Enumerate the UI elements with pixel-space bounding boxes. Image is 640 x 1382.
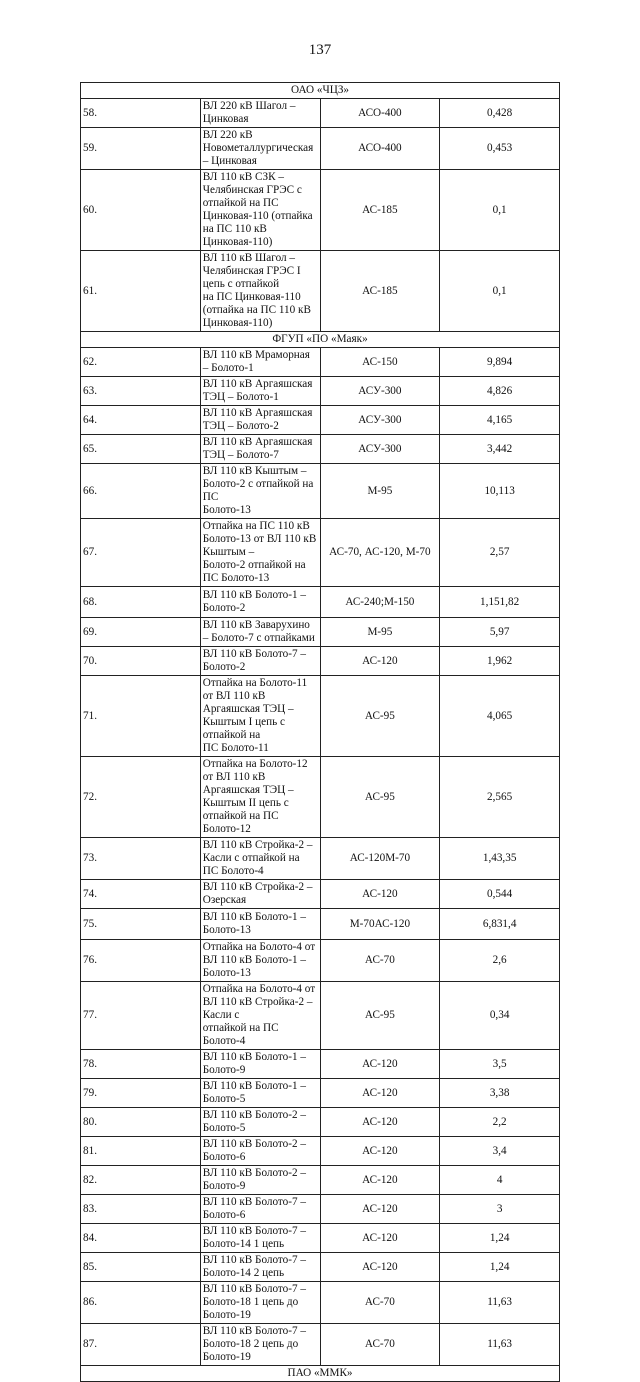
wire-type-text: М-150 [383, 595, 415, 608]
wire-type-text: М-95 [367, 625, 393, 638]
table-row [81, 676, 560, 757]
line-name-cell [200, 757, 320, 838]
wire-type-cell [320, 647, 440, 676]
line-name-text: ВЛ 110 кВ Аргаяшская ТЭЦ – Болото-1 [202, 378, 313, 403]
length-text: 6,83 [482, 917, 503, 930]
section-title: ПАО «ММК» [81, 1366, 560, 1382]
row-number: 59. [81, 128, 201, 170]
length-text: 3 [496, 1202, 503, 1215]
length-text: 3,35 [496, 852, 517, 864]
row-number: 58. [81, 99, 201, 128]
line-name-text: Кыштым I цепь с отпайкой на [202, 716, 285, 741]
table-row [81, 1195, 560, 1224]
wire-type-text: АСУ-300 [358, 384, 402, 397]
row-number: 80. [81, 1108, 201, 1137]
wire-type-cell [320, 464, 440, 519]
line-name-cell [200, 838, 320, 880]
line-name-cell [200, 1079, 320, 1108]
wire-type-cell [320, 99, 440, 128]
line-name-cell [200, 406, 320, 435]
wire-type-text: М-70 [385, 852, 411, 864]
length-cell [440, 128, 560, 170]
length-cell [440, 1108, 560, 1137]
length-cell [440, 519, 560, 587]
row-number: 63. [81, 377, 201, 406]
table-row [81, 251, 560, 332]
table-row [81, 406, 560, 435]
wire-type-text: АС-120 [362, 654, 398, 667]
table-body [81, 83, 560, 1382]
wire-type-cell [320, 1253, 440, 1282]
wire-type-text: АС-95 [364, 709, 395, 722]
length-cell [440, 1224, 560, 1253]
wire-type-text: АС-120 [374, 917, 411, 930]
table-row [81, 377, 560, 406]
length-text: 1,962 [487, 654, 513, 667]
wire-type-cell [320, 1324, 440, 1366]
line-name-text: ВЛ 110 кВ Болото-7 – Болото-2 [202, 648, 306, 673]
line-name-text: ВЛ 110 кВ Болото-1 – Болото-9 [202, 1051, 306, 1076]
wire-type-cell [320, 1195, 440, 1224]
wire-type-cell [320, 251, 440, 332]
length-text: 3,4 [492, 1144, 507, 1157]
line-name-text: ВЛ 110 кВ Аргаяшская ТЭЦ – Болото-7 [202, 436, 313, 461]
row-number: 70. [81, 647, 201, 676]
line-name-text: ВЛ 110 кВ Болото-1 – Болото-13 [202, 911, 306, 936]
wire-type-text: АС-120 [362, 1173, 398, 1186]
row-number: 60. [81, 170, 201, 251]
line-name-text: ВЛ 110 кВ Болото-7 – Болото-18 2 цепь до Болото-19 [202, 1325, 306, 1363]
table-row [81, 1166, 560, 1195]
length-text: 9,894 [487, 355, 513, 368]
length-text: 11,63 [487, 1296, 512, 1308]
length-text: 11,63 [487, 1338, 512, 1350]
line-name-cell [200, 377, 320, 406]
table-row [81, 435, 560, 464]
row-number: 76. [81, 940, 201, 982]
row-number: 82. [81, 1166, 201, 1195]
length-cell [440, 909, 560, 940]
line-name-cell [200, 128, 320, 170]
length-cell [440, 880, 560, 909]
wire-type-text: АС-120 [362, 1057, 398, 1070]
wire-type-cell [320, 880, 440, 909]
wire-type-cell [320, 909, 440, 940]
length-text: 3,442 [487, 442, 513, 455]
length-cell [440, 170, 560, 251]
section-header-row [81, 332, 560, 348]
wire-type-text: АС-120 [362, 1231, 398, 1244]
table-row [81, 647, 560, 676]
table-row [81, 940, 560, 982]
line-name-text: Болото-2 отпайкой на ПС Болото-13 [202, 559, 306, 584]
length-cell [440, 377, 560, 406]
wire-type-cell [320, 1282, 440, 1324]
length-cell [440, 348, 560, 377]
length-cell [440, 1324, 560, 1366]
wire-type-text: АС-120 [362, 887, 398, 900]
length-text: 4,826 [487, 384, 513, 397]
page-number: 137 [308, 42, 332, 58]
length-text: 0,453 [487, 142, 513, 154]
line-name-text: ВЛ 110 кВ Болото-7 – Болото-14 1 цепь [202, 1225, 306, 1250]
line-name-cell [200, 348, 320, 377]
line-name-text: на ПС Цинковая-110 (отпайка на ПС 110 кВ Цинковая-110) [202, 291, 311, 329]
line-name-text: ВЛ 110 кВ Болото-2 – Болото-9 [202, 1167, 306, 1192]
length-cell [440, 1079, 560, 1108]
wire-type-text: АС-185 [362, 284, 398, 297]
length-text: 1,4 [482, 852, 497, 864]
line-name-text: ВЛ 110 кВ Болото-1 – Болото-5 [202, 1080, 306, 1105]
line-name-cell [200, 1224, 320, 1253]
line-name-cell [200, 1108, 320, 1137]
line-name-cell [200, 1137, 320, 1166]
line-name-text: ВЛ 110 кВ Болото-7 – Болото-14 2 цепь [202, 1254, 306, 1279]
line-name-cell [200, 940, 320, 982]
line-name-text: ВЛ 110 кВ Мраморная – Болото-1 [202, 349, 310, 374]
wire-type-text: АС-120 [362, 1260, 398, 1273]
line-name-text: ВЛ 220 кВ Новометаллургическая – Цинковая [202, 129, 314, 167]
table-row [81, 618, 560, 647]
length-cell [440, 1282, 560, 1324]
length-text: 4 [496, 1173, 503, 1186]
wire-type-text: АС-95 [364, 1009, 395, 1021]
row-number: 64. [81, 406, 201, 435]
length-cell [440, 1253, 560, 1282]
section-header-row [81, 1366, 560, 1382]
length-cell [440, 1137, 560, 1166]
wire-type-text: АС-120 [362, 1144, 398, 1157]
line-name-cell [200, 676, 320, 757]
length-cell [440, 464, 560, 519]
wire-type-cell [320, 838, 440, 880]
wire-type-text: АСО-400 [358, 142, 402, 154]
row-number: 66. [81, 464, 201, 519]
wire-type-cell [320, 757, 440, 838]
row-number: 81. [81, 1137, 201, 1166]
line-name-cell [200, 464, 320, 519]
wire-type-text: АС-120 [349, 852, 386, 864]
section-title: ФГУП «ПО «Маяк» [81, 332, 560, 348]
power-lines-table [80, 82, 560, 1382]
line-name-text: ВЛ 110 кВ Шагол – Челябинская ГРЭС I цепь с отпайкой [202, 252, 301, 290]
line-name-text: ВЛ 110 кВ Болото-2 – Болото-6 [202, 1138, 306, 1163]
line-name-cell [200, 251, 320, 332]
wire-type-text: АСУ-300 [358, 442, 402, 455]
line-name-text: Отпайка на Болото-4 от ВЛ 110 кВ Болото-1 – Болото-13 [202, 941, 316, 979]
row-number: 75. [81, 909, 201, 940]
wire-type-cell [320, 406, 440, 435]
wire-type-cell [320, 618, 440, 647]
length-cell [440, 406, 560, 435]
line-name-cell [200, 1282, 320, 1324]
wire-type-text: М-95 [367, 484, 393, 497]
line-name-text: ВЛ 110 кВ Болото-7 – Болото-6 [202, 1196, 306, 1221]
line-name-text: ВЛ 220 кВ Шагол – Цинковая [202, 100, 296, 125]
length-cell [440, 435, 560, 464]
line-name-text: ВЛ 110 кВ Кыштым – Болото-2 с отпайкой на ПС [202, 465, 314, 503]
row-number: 78. [81, 1050, 201, 1079]
wire-type-text: АС-120 [362, 1202, 398, 1215]
table-row [81, 519, 560, 587]
row-number: 74. [81, 880, 201, 909]
line-name-cell [200, 435, 320, 464]
wire-type-cell [320, 1224, 440, 1253]
row-number: 83. [81, 1195, 201, 1224]
line-name-cell [200, 99, 320, 128]
length-text: 10,113 [484, 484, 515, 497]
table-row [81, 909, 560, 940]
line-name-cell [200, 170, 320, 251]
line-name-text: Болото-13 [202, 504, 251, 516]
length-text: 0,1 [492, 203, 507, 216]
length-text: 2,57 [489, 546, 510, 558]
length-text: 3,38 [489, 1086, 510, 1099]
row-number: 67. [81, 519, 201, 587]
table-row [81, 1137, 560, 1166]
line-name-cell [200, 1253, 320, 1282]
line-name-text: ВЛ 110 кВ Стройка-2 – Озерская [202, 881, 313, 906]
line-name-text: ВЛ 110 кВ Заварухино – Болото-7 с отпайками [202, 619, 315, 644]
table-row [81, 587, 560, 618]
wire-type-text: АС-120 [362, 1086, 398, 1099]
length-text: 0,34 [489, 1009, 510, 1021]
line-name-text: Цинковая-110 (отпайка на ПС 110 кВ Цинковая-110) [202, 210, 313, 248]
wire-type-text: АС-70, АС- [329, 546, 384, 558]
line-name-text: ВЛ 110 кВ СЗК – Челябинская ГРЭС с отпайкой на ПС [202, 171, 302, 209]
row-number: 62. [81, 348, 201, 377]
line-name-text: ВЛ 110 кВ Аргаяшская ТЭЦ – Болото-2 [202, 407, 313, 432]
length-cell [440, 99, 560, 128]
row-number: 71. [81, 676, 201, 757]
wire-type-cell [320, 128, 440, 170]
length-cell [440, 676, 560, 757]
table-row [81, 464, 560, 519]
line-name-cell [200, 1324, 320, 1366]
row-number: 72. [81, 757, 201, 838]
table-row [81, 1324, 560, 1366]
table-row [81, 128, 560, 170]
table-row [81, 1224, 560, 1253]
line-name-text: Кыштым II цепь с отпайкой на ПС Болото-12 [202, 797, 289, 835]
length-cell [440, 647, 560, 676]
length-cell [440, 251, 560, 332]
length-text: 4,065 [487, 709, 513, 722]
length-text: 1,24 [489, 1260, 510, 1273]
line-name-text: ВЛ 110 кВ Болото-1 – Болото-2 [202, 589, 306, 614]
wire-type-text: 120, М-70 [383, 546, 431, 558]
wire-type-cell [320, 170, 440, 251]
length-text: 2,6 [492, 954, 507, 966]
line-name-cell [200, 880, 320, 909]
length-text: 0,1 [492, 284, 507, 297]
length-cell [440, 618, 560, 647]
wire-type-text: М-70 [349, 917, 375, 930]
length-cell [440, 1166, 560, 1195]
row-number: 87. [81, 1324, 201, 1366]
table-row [81, 982, 560, 1050]
row-number: 77. [81, 982, 201, 1050]
table-row [81, 1079, 560, 1108]
table-row [81, 838, 560, 880]
wire-type-text: АС-120 [362, 1115, 398, 1128]
row-number: 69. [81, 618, 201, 647]
table-row [81, 1108, 560, 1137]
wire-type-text: АС-150 [362, 355, 398, 368]
length-cell [440, 587, 560, 618]
length-text: 1,82 [499, 595, 520, 608]
wire-type-cell [320, 519, 440, 587]
wire-type-text: АСО-400 [358, 106, 402, 119]
wire-type-text: АС-70 [364, 1296, 395, 1308]
length-cell [440, 1195, 560, 1224]
line-name-text: ВЛ 110 кВ Стройка-2 – Касли с отпайкой на ПС Болото-4 [202, 839, 313, 877]
length-text: 0,428 [487, 106, 513, 119]
table-row [81, 170, 560, 251]
line-name-text: Отпайка на Болото-12 от ВЛ 110 кВ Аргаяшская ТЭЦ – [202, 758, 308, 796]
wire-type-cell [320, 1108, 440, 1137]
line-name-cell [200, 519, 320, 587]
row-number: 68. [81, 587, 201, 618]
wire-type-cell [320, 676, 440, 757]
row-number: 73. [81, 838, 201, 880]
length-text: 2,2 [492, 1115, 507, 1128]
length-cell [440, 757, 560, 838]
line-name-cell [200, 1166, 320, 1195]
wire-type-cell [320, 982, 440, 1050]
section-header-row [81, 83, 560, 99]
line-name-cell [200, 1195, 320, 1224]
length-text: 1,15 [480, 595, 500, 608]
wire-type-cell [320, 1050, 440, 1079]
line-name-text: Отпайка на Болото-11 от ВЛ 110 кВ Аргаяшская ТЭЦ – [202, 677, 308, 715]
table-row [81, 757, 560, 838]
length-cell [440, 1050, 560, 1079]
wire-type-cell [320, 435, 440, 464]
table-row [81, 1050, 560, 1079]
wire-type-text: АС-70 [364, 954, 395, 966]
table-row [81, 99, 560, 128]
wire-type-text: АС-185 [362, 203, 398, 216]
length-text: 0,544 [487, 887, 513, 900]
table-row [81, 348, 560, 377]
wire-type-text: АС-70 [364, 1338, 395, 1350]
table-row [81, 880, 560, 909]
length-cell [440, 838, 560, 880]
wire-type-cell [320, 1079, 440, 1108]
length-cell [440, 982, 560, 1050]
line-name-text: ПС Болото-11 [202, 742, 269, 754]
row-number: 65. [81, 435, 201, 464]
line-name-text: отпайкой на ПС Болото-4 [202, 1022, 279, 1047]
wire-type-cell [320, 1166, 440, 1195]
line-name-text: Отпайка на Болото-4 от ВЛ 110 кВ Стройка-2 – Касли с [202, 983, 316, 1021]
line-name-cell [200, 618, 320, 647]
wire-type-cell [320, 1137, 440, 1166]
wire-type-text: АС-95 [364, 790, 395, 803]
length-text: 1,24 [489, 1231, 510, 1244]
table-row [81, 1282, 560, 1324]
length-cell [440, 940, 560, 982]
row-number: 84. [81, 1224, 201, 1253]
row-number: 79. [81, 1079, 201, 1108]
line-name-cell [200, 909, 320, 940]
line-name-text: ВЛ 110 кВ Болото-2 – Болото-5 [202, 1109, 306, 1134]
line-name-cell [200, 1050, 320, 1079]
line-name-cell [200, 647, 320, 676]
wire-type-cell [320, 940, 440, 982]
section-title: ОАО «ЧЦЗ» [81, 83, 560, 99]
wire-type-cell [320, 587, 440, 618]
line-name-cell [200, 982, 320, 1050]
row-number: 86. [81, 1282, 201, 1324]
wire-type-text: АСУ-300 [358, 413, 402, 426]
length-text: 4,165 [487, 413, 513, 426]
wire-type-cell [320, 377, 440, 406]
line-name-text: ВЛ 110 кВ Болото-7 – Болото-18 1 цепь до Болото-19 [202, 1283, 306, 1321]
length-text: 1,4 [502, 917, 517, 930]
wire-type-cell [320, 348, 440, 377]
table-row [81, 1253, 560, 1282]
line-name-text: Отпайка на ПС 110 кВ Болото-13 от ВЛ 110 кВ Кыштым – [202, 520, 317, 558]
row-number: 61. [81, 251, 201, 332]
wire-type-text: АС-240; [345, 595, 384, 608]
length-text: 3,5 [492, 1057, 507, 1070]
length-text: 2,565 [487, 790, 513, 803]
row-number: 85. [81, 1253, 201, 1282]
length-text: 5,97 [489, 625, 510, 638]
line-name-cell [200, 587, 320, 618]
